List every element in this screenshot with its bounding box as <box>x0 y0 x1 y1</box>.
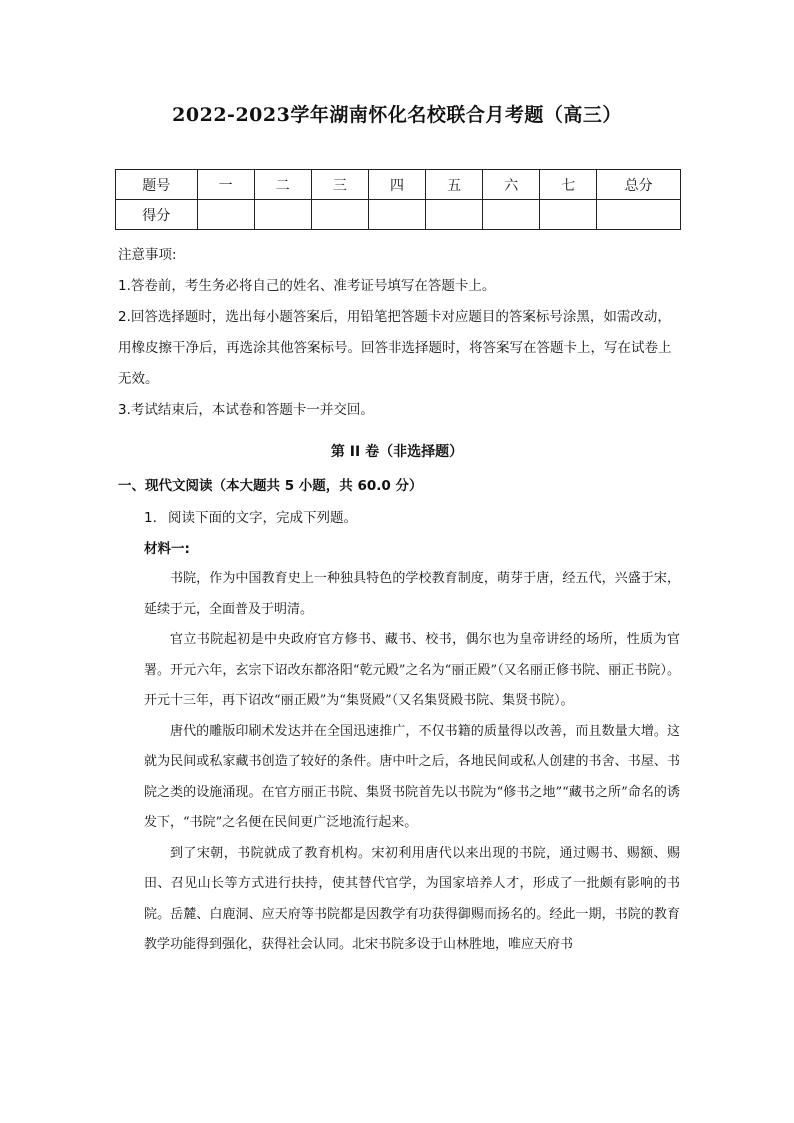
score-cell <box>254 200 311 230</box>
score-cell <box>368 200 425 230</box>
passage-paragraph: 到了宋朝，书院就成了教育机构。宋初利用唐代以来出现的书院，通过赐书、赐额、赐田、召见山长等方式进行扶持，使其替代官学，为国家培养人才，形成了一批颇有影响的书院。岳麓、白鹿洞、应天府等书院都是因教学有功获得御赐而扬名的。经此一期，书院的教育教学功能得到强化，获得社会认同。北宋书院多设于山林胜地，唯应天府书 <box>144 845 680 952</box>
score-cell <box>540 200 597 230</box>
page-title: 2022-2023学年湖南怀化名校联合月考题（高三） <box>172 104 622 126</box>
notes-heading: 注意事项: <box>118 247 177 263</box>
score-table <box>115 169 681 230</box>
score-table-score-row <box>116 200 681 230</box>
table-cell: 三 <box>311 170 368 200</box>
notes-item: 2.回答选择题时，选出每小题答案后，用铅笔把答题卡对应题目的答案标号涂黑，如需改动，用橡皮擦干净后，再选涂其他答案标号。回答非选择题时，将答案写在答题卡上，写在试卷上无效。 <box>118 309 672 387</box>
section-title: 第 II 卷（非选择题） <box>330 444 464 460</box>
score-cell <box>426 200 483 230</box>
part-heading: 一、现代文阅读（本大题共 5 小题，共 60.0 分） <box>118 478 423 494</box>
table-cell: 五 <box>426 170 483 200</box>
question-number: 1. <box>144 510 157 526</box>
table-cell: 七 <box>540 170 597 200</box>
material-label: 材料一: <box>144 541 190 557</box>
reading-passage <box>144 564 680 961</box>
table-cell: 题号 <box>116 170 198 200</box>
table-cell: 总分 <box>597 170 681 200</box>
table-cell: 二 <box>254 170 311 200</box>
question-prompt <box>144 506 357 526</box>
score-cell <box>197 200 254 230</box>
table-cell: 四 <box>368 170 425 200</box>
question-text: 阅读下面的文字，完成下列题。 <box>168 510 357 526</box>
score-cell <box>597 200 681 230</box>
passage-paragraph: 官立书院起初是中央政府官方修书、藏书、校书，偶尔也为皇帝讲经的场所，性质为官署。开元六年，玄宗下诏改东都洛阳“乾元殿”之名为“丽正殿”（又名丽正修书院、丽正书院）。开元十三年，再下诏改“丽正殿”为“集贤殿”（又名集贤殿书院、集贤书院）。 <box>144 632 680 708</box>
table-cell: 一 <box>197 170 254 200</box>
score-table-header-row <box>116 170 681 200</box>
table-cell: 六 <box>483 170 540 200</box>
score-cell <box>483 200 540 230</box>
notes-item: 3.考试结束后，本试卷和答题卡一并交回。 <box>118 402 374 418</box>
notes-item: 1.答卷前，考生务必将自己的姓名、准考证号填写在答题卡上。 <box>118 278 496 294</box>
passage-paragraph: 书院，作为中国教育史上一种独具特色的学校教育制度，萌芽于唐，经五代，兴盛于宋，延续于元，全面普及于明清。 <box>144 571 680 617</box>
score-cell <box>311 200 368 230</box>
passage-paragraph: 唐代的雕版印刷术发达并在全国迅速推广，不仅书籍的质量得以改善，而且数量大增。这就为民间或私家藏书创造了较好的条件。唐中叶之后，各地民间或私人创建的书舍、书屋、书院之类的设施涌现。在官方丽正书院、集贤书院首先以书院为“修书之地”“藏书之所”命名的诱发下，“书院”之名便在民间更广泛地流行起来。 <box>144 723 680 830</box>
exam-notes <box>118 240 684 426</box>
table-cell: 得分 <box>116 200 198 230</box>
